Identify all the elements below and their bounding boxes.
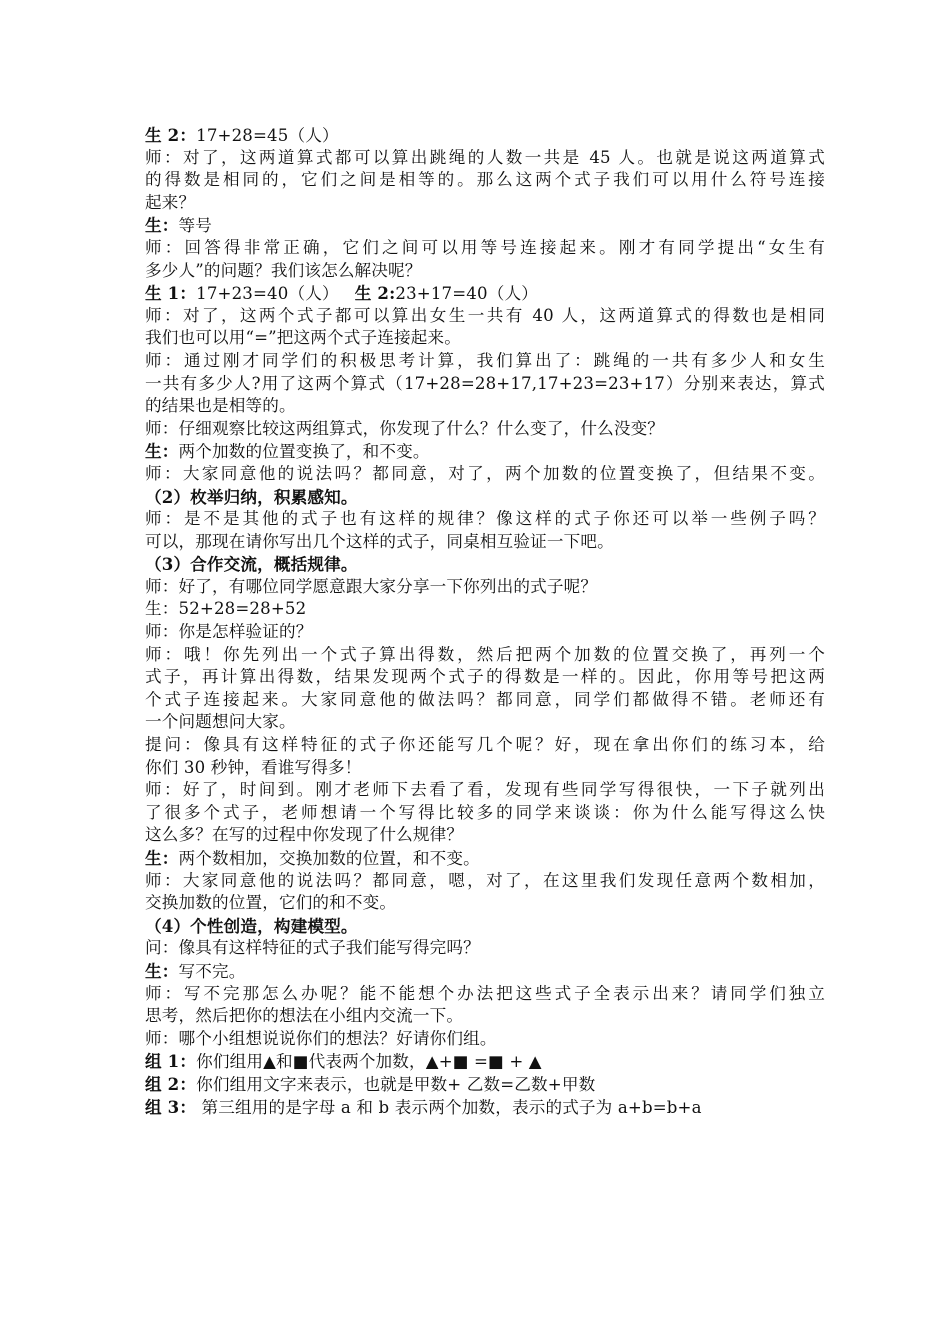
line-text: 17+23=40（人） [196,284,339,304]
line-35: 交换加数的位置，它们的和不变。 [145,893,397,913]
line-38 [145,960,825,983]
line-6: 师：回答得非常正确，它们之间可以用等号连接起来。刚才有同学提出“女生有 [145,237,825,257]
line-text: 23+17=40（人） [395,284,538,304]
line-37: 问：像具有这样特征的式子我们能写得完吗？ [145,938,480,958]
line-30: 师：好了，时间到。刚才老师下去看了看，发现有些同学写得很快，一下子就列出 [145,780,825,800]
line-4: 起来？ [145,192,196,212]
line-42 [145,1050,825,1073]
line-19: 可以，那现在请你写出几个这样的式子，同桌相互验证一下吧。 [145,531,614,551]
line-14: 师：仔细观察比较这两组算式，你发现了什么？什么变了，什么没变？ [145,418,665,438]
line-44 [145,1096,825,1119]
line-text: 写不完。 [178,961,246,981]
speaker-label: 生 2： [145,125,197,145]
line-text: 第三组用的是字母 a 和 b 表示两个加数，表示的式子为 a+b=b+a [196,1097,702,1117]
group-label: 组 3： [145,1096,197,1117]
line-3: 的得数是相同的，它们之间是相等的。那么这两个式子我们可以用什么符号连接 [145,170,825,190]
line-27: 一个问题想问大家。 [145,712,296,732]
line-41: 师：哪个小组想说说你们的想法？好请你们组。 [145,1028,497,1048]
speaker-label: 生 2: [354,283,396,304]
line-26: 个式子连接起来。大家同意他的做法吗？都同意，同学们都做得不错。老师还有 [145,689,825,709]
section-heading-3: （3）合作交流，概括规律。 [145,554,358,575]
line-text: 你们组用文字来表示，也就是甲数+ 乙数=乙数+甲数 [196,1074,596,1094]
line-1 [145,124,825,147]
line-text: 两个加数的位置变换了，和不变。 [178,442,430,462]
line-31: 了很多个式子，老师想请一个写得比较多的同学来谈谈：你为什么能写得这么快 [145,802,825,822]
line-28: 提问：像具有这样特征的式子你还能写几个呢？好，现在拿出你们的练习本，给 [145,735,825,755]
line-5 [145,214,825,237]
line-40: 思考，然后把你的想法在小组内交流一下。 [145,1006,464,1026]
line-32: 这么多？在写的过程中你发现了什么规律？ [145,825,464,845]
line-18: 师：是不是其他的式子也有这样的规律？像这样的式子你还可以举一些例子吗？ [145,509,825,529]
line-25: 式子，再计算出得数，结果发现两个式子的得数是一样的。因此，你用等号把这两 [145,667,825,687]
line-text: 等号 [178,216,212,236]
line-34: 师：大家同意他的说法吗？都同意，嗯，对了，在这里我们发现任意两个数相加， [145,870,825,890]
line-12: 一共有多少人?用了这两个算式（17+28=28+17,17+23=23+17）分别来表达，算式 [145,373,825,393]
speaker-label: 生： [145,848,179,868]
line-13: 的结果也是相等的。 [145,396,296,416]
line-39: 师：写不完那怎么办呢？能不能想个办法把这些式子全表示出来？请同学们独立 [145,983,825,1003]
line-text: 两个数相加，交换加数的位置，和不变。 [178,849,480,868]
line-22: 生：52+28=28+52 [145,599,307,619]
line-9: 师：对了，这两个式子都可以算出女生一共有 40 人，这两道算式的得数也是相同 [145,305,825,325]
line-11: 师：通过刚才同学们的积极思考计算，我们算出了：跳绳的一共有多少人和女生 [145,350,825,370]
line-15 [145,440,825,463]
section-heading-2: （2）枚举归纳，积累感知。 [145,486,358,507]
line-21: 师：好了，有哪位同学愿意跟大家分享一下你列出的式子呢？ [145,576,598,596]
speaker-label: 生 1： [145,283,197,304]
line-33 [145,847,825,870]
line-8 [145,282,825,305]
line-2: 师：对了，这两道算式都可以算出跳绳的人数一共是 45 人。也就是说这两道算式 [145,147,825,167]
line-10: 我们也可以用“=”把这两个式子连接起来。 [145,328,461,348]
document-body [145,124,825,1118]
section-heading-4: （4）个性创造，构建模型。 [145,915,358,936]
speaker-label: 生： [145,441,179,462]
group-label: 组 1： [145,1051,197,1072]
line-24: 师：哦！你先列出一个式子算出得数，然后把两个加数的位置交换了，再列一个 [145,644,825,664]
speaker-label: 生： [145,215,179,236]
line-23: 师：你是怎样验证的？ [145,622,313,642]
line-7: 多少人”的问题？我们该怎么解决呢？ [145,260,422,280]
line-43 [145,1073,825,1096]
line-text: 你们组用▲和■代表两个加数，▲+■ =■ + ▲ [196,1052,542,1072]
line-text: 17+28=45（人） [196,126,339,145]
speaker-label: 生： [145,960,179,981]
line-29: 你们 30 秒钟，看谁写得多！ [145,757,362,777]
line-16: 师：大家同意他的说法吗？都同意，对了，两个加数的位置变换了，但结果不变。 [145,463,825,483]
group-label: 组 2： [145,1073,197,1094]
